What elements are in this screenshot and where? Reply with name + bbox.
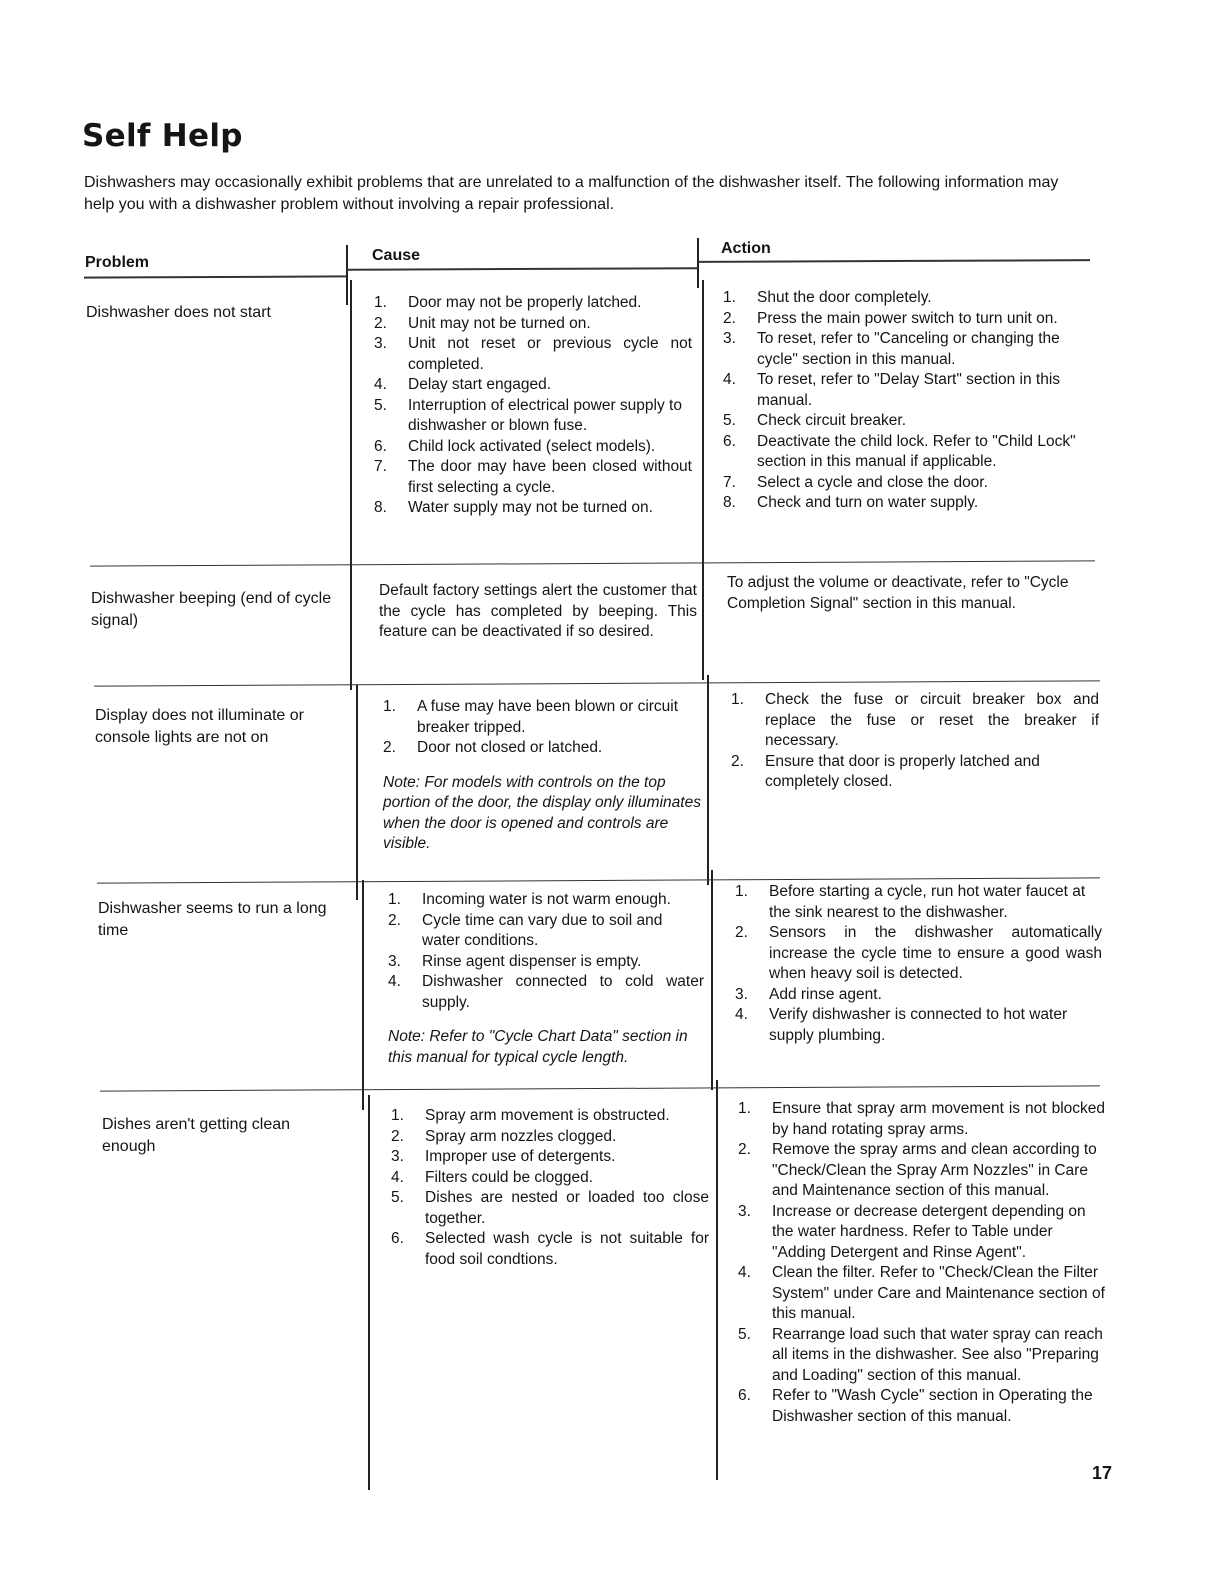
item-number: 2. [731,752,744,770]
cause-item [374,293,692,314]
cause-text: Interruption of electrical power supply to dishwasher or blown fuse. [408,396,682,434]
cause-text: Filters could be clogged. [425,1168,594,1186]
action-list [731,690,1099,793]
cause-item [391,1127,709,1148]
cause-cell [383,697,701,855]
action-text: Press the main power switch to turn unit on. [757,309,1058,327]
cause-text: Unit not reset or previous cycle not completed. [408,335,692,373]
item-number: 4. [735,1006,748,1023]
cause-item [374,334,692,375]
column-divider [356,685,358,900]
item-number: 1. [383,698,396,715]
cause-item [391,1229,709,1270]
action-item [738,1099,1105,1140]
cause-text: Cycle time can vary due to soil and water conditions. [422,911,663,949]
cause-note: Note: Refer to "Cycle Chart Data" section in this manual for typical cycle length. [388,1028,688,1066]
cause-item [374,375,692,396]
item-number: 6. [738,1387,751,1404]
action-text: Sensors in the dishwasher automatically increase the cycle time to ensure a good wash when heavy soil is detected. [769,924,1102,982]
item-number: 2. [391,1127,404,1145]
item-number: 2. [374,314,387,332]
action-list [723,288,1093,514]
row-rule [100,1085,1100,1091]
action-item [723,411,1093,432]
item-number: 3. [391,1148,404,1165]
cause-list [374,293,692,519]
action-item [723,309,1093,330]
item-number: 7. [374,458,387,475]
problem-cell: Dishwasher seems to run a long time [98,900,327,939]
action-cell [731,690,1099,793]
column-divider [350,280,352,690]
cause-list [391,1106,709,1270]
cause-item [388,890,704,911]
header-problem: Problem [85,254,150,271]
cause-item [383,697,701,738]
row-rule [84,275,346,278]
item-number: 6. [391,1230,404,1247]
item-number: 4. [738,1264,751,1281]
action-list [738,1099,1105,1427]
cause-text: Delay start engaged. [408,376,552,393]
action-text: Check circuit breaker. [757,412,907,429]
item-number: 1. [731,691,744,708]
cause-cell [379,581,697,643]
item-number: 4. [388,973,401,990]
item-number: 3. [388,952,401,970]
cause-item [391,1147,709,1168]
row-rule [346,267,698,271]
cause-item [374,314,692,335]
cause-text: A fuse may have been blown or circuit breaker tripped. [417,698,679,736]
item-number: 1. [738,1100,751,1117]
cause-text: Dishes are nested or loaded too close together. [425,1189,709,1227]
action-item [723,288,1093,309]
cause-list [383,697,701,759]
action-text: Check the fuse or circuit breaker box and replace the fuse or reset the breaker if necessary. [765,691,1099,749]
action-text: Rearrange load such that water spray can reach all items in the dishwasher. See also "Preparing and Loading" section of this manual. [772,1325,1103,1384]
action-text: Ensure that door is properly latched and completely closed. [765,752,1040,790]
cause-item [388,972,704,1013]
column-divider [346,245,348,305]
cause-item [388,911,704,952]
column-divider [711,870,713,1090]
cause-cell [391,1106,709,1270]
action-item [731,752,1099,793]
row-rule [90,560,1095,566]
cause-text: Improper use of detergents. [425,1148,616,1165]
action-cell [723,288,1093,514]
column-divider [702,280,704,680]
action-text: To reset, refer to "Delay Start" section in this manual. [757,371,1061,409]
item-number: 4. [391,1168,404,1186]
column-divider [368,1095,370,1490]
header-action: Action [721,240,771,257]
action-item [738,1325,1105,1387]
item-number: 5. [374,396,387,414]
header-cause: Cause [372,247,421,264]
row-rule [94,680,1100,686]
item-number: 4. [723,371,736,388]
cause-note: Note: For models with controls on the top portion of the door, the display only illuminates when the door is opened and controls are visible. [383,773,701,852]
item-number: 7. [723,473,736,491]
item-number: 2. [388,911,401,929]
intro-paragraph: Dishwashers may occasionally exhibit problems that are unrelated to a malfunction of the dishwasher itself. The following information may help you with a dishwasher problem without involving a repair professional. [84,174,1059,213]
problem-cell: Dishwasher beeping (end of cycle signal) [91,590,332,629]
cause-text: Unit may not be turned on. [408,314,591,332]
action-text: Ensure that spray arm movement is not blocked by hand rotating spray arms. [772,1100,1105,1138]
action-item [735,985,1102,1006]
item-number: 1. [388,891,401,908]
item-number: 8. [374,499,387,516]
action-text: Clean the filter. Refer to "Check/Clean the Filter System" under Care and Maintenance section of this manual. [772,1264,1105,1322]
cause-text: Default factory settings alert the customer that the cycle has completed by beeping. This feature can be deactivated if so desired. [379,582,697,640]
cause-text: Child lock activated (select models). [408,437,656,455]
item-number: 6. [374,437,387,455]
item-number: 5. [738,1325,751,1343]
cause-text: Door not closed or latched. [417,739,603,756]
item-number: 5. [391,1189,404,1206]
action-text: Shut the door completely. [757,289,932,306]
action-item [735,882,1102,923]
action-list [735,882,1102,1046]
item-number: 8. [723,494,736,511]
cause-text: Incoming water is not warm enough. [422,891,671,908]
item-number: 1. [723,289,736,306]
action-item [738,1140,1105,1202]
cause-text: Door may not be properly latched. [408,294,642,311]
action-item [738,1263,1105,1325]
column-divider [716,1080,718,1480]
cause-item [374,437,692,458]
item-number: 1. [735,883,748,900]
item-number: 2. [383,739,396,756]
action-text: Deactivate the child lock. Refer to "Child Lock" section in this manual if applicable. [757,432,1076,470]
cause-text: The door may have been closed without first selecting a cycle. [408,458,692,496]
action-item [723,473,1093,494]
action-item [723,370,1093,411]
action-text: Check and turn on water supply. [757,494,979,511]
column-divider [697,238,699,288]
action-item [738,1386,1105,1427]
row-rule [698,259,1090,263]
problem-cell: Dishes aren't getting clean enough [102,1116,291,1155]
cause-text: Selected wash cycle is not suitable for food soil condtions. [425,1230,709,1268]
page-title: Self Help [82,118,243,154]
item-number: 6. [723,432,736,450]
cause-text: Spray arm nozzles clogged. [425,1127,617,1145]
action-item [735,1005,1102,1046]
action-item [723,432,1093,473]
action-text: To adjust the volume or deactivate, refer to "Cycle Completion Signal" section in this manual. [727,574,1069,612]
item-number: 4. [374,376,387,393]
action-item [735,923,1102,985]
action-cell [738,1099,1105,1427]
item-number: 1. [391,1107,404,1124]
action-item [723,329,1093,370]
cause-text: Dishwasher connected to cold water supply. [422,973,704,1011]
action-text: To reset, refer to "Canceling or changing the cycle" section in this manual. [757,330,1060,368]
item-number: 3. [735,985,748,1003]
action-text: Remove the spray arms and clean according to "Check/Clean the Spray Arm Nozzles" in Care and Maintenance section of this manual. [772,1141,1097,1199]
action-item [731,690,1099,752]
action-cell [735,882,1102,1046]
action-item [723,493,1093,514]
action-text: Select a cycle and close the door. [757,473,988,491]
action-text: Refer to "Wash Cycle" section in Operating the Dishwasher section of this manual. [772,1387,1093,1425]
item-number: 3. [374,335,387,352]
item-number: 2. [735,924,748,941]
cause-item [374,498,692,519]
cause-item [388,952,704,973]
action-text: Add rinse agent. [769,985,882,1003]
column-divider [362,880,364,1110]
cause-item [391,1188,709,1229]
action-text: Increase or decrease detergent depending on the water hardness. Refer to Table under "Adding Detergent and Rinse Agent". [772,1202,1086,1261]
problem-cell: Display does not illuminate or console lights are not on [95,707,304,746]
column-divider [707,675,709,885]
action-cell [727,573,1097,614]
cause-item [383,738,701,759]
problem-cell: Dishwasher does not start [86,304,271,321]
cause-item [374,457,692,498]
item-number: 3. [723,330,736,347]
item-number: 1. [374,294,387,311]
action-text: Verify dishwasher is connected to hot water supply plumbing. [769,1006,1068,1044]
cause-text: Rinse agent dispenser is empty. [422,952,642,970]
item-number: 5. [723,412,736,429]
cause-cell [388,890,704,1068]
cause-item [391,1106,709,1127]
action-text: Before starting a cycle, run hot water faucet at the sink nearest to the dishwasher. [769,883,1086,921]
item-number: 3. [738,1202,751,1220]
cause-list [388,890,704,1013]
page-number: 17 [1092,1463,1113,1483]
cause-item [374,396,692,437]
cause-text: Spray arm movement is obstructed. [425,1107,670,1124]
cause-text: Water supply may not be turned on. [408,499,653,516]
item-number: 2. [723,309,736,327]
item-number: 2. [738,1141,751,1158]
action-item [738,1202,1105,1264]
cause-item [391,1168,709,1189]
cause-cell [374,293,692,519]
